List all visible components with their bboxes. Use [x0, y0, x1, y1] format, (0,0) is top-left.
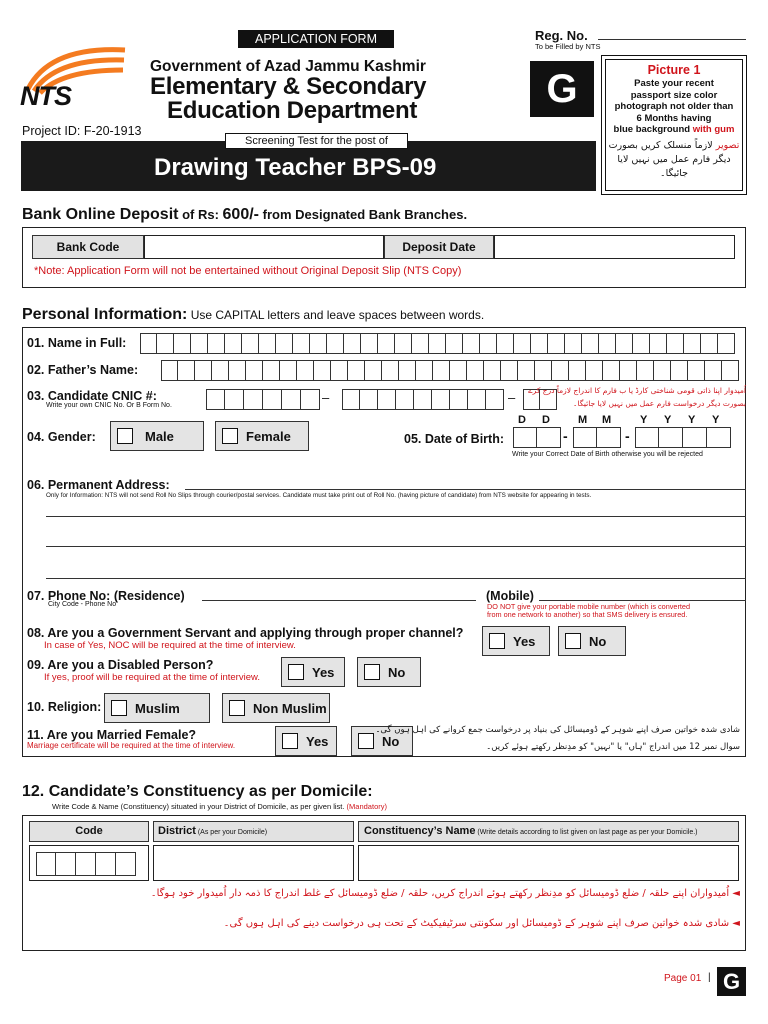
- picture-title: Picture 1: [647, 63, 701, 77]
- input-cell[interactable]: [650, 333, 667, 354]
- input-cell[interactable]: [157, 333, 174, 354]
- input-cell[interactable]: [414, 389, 432, 410]
- bank-note: *Note: Application Form will not be entertained without Original Deposit Slip (NTS Copy): [34, 265, 462, 277]
- input-cell[interactable]: [616, 333, 633, 354]
- reg-no-field[interactable]: [598, 39, 746, 40]
- mobile-label: (Mobile): [486, 589, 534, 603]
- mobile-note2: from one network to another) so that SMS delivery is ensured.: [487, 610, 688, 619]
- dob-sep2: -: [625, 428, 630, 444]
- name-label: 01. Name in Full:: [27, 336, 127, 350]
- input-cell[interactable]: [582, 333, 599, 354]
- input-cell[interactable]: [537, 427, 561, 448]
- input-cell[interactable]: [282, 389, 301, 410]
- input-cell[interactable]: [174, 333, 191, 354]
- dob-letter: Y: [712, 414, 720, 426]
- input-cell[interactable]: [671, 360, 688, 381]
- picture-line3: photograph not older than: [614, 101, 734, 112]
- input-cell[interactable]: [297, 360, 314, 381]
- dob-month[interactable]: [573, 427, 621, 448]
- input-cell[interactable]: [263, 360, 280, 381]
- input-cell[interactable]: [348, 360, 365, 381]
- input-cell[interactable]: [191, 333, 208, 354]
- personal-heading: Personal Information: Use CAPITAL letters and leave spaces between words.: [22, 306, 485, 323]
- input-cell[interactable]: [633, 333, 650, 354]
- input-cell[interactable]: [707, 427, 731, 448]
- input-cell[interactable]: [242, 333, 259, 354]
- input-cell[interactable]: [396, 389, 414, 410]
- phone-mobile-field[interactable]: [539, 600, 746, 601]
- phone-label: 07. Phone No: (Residence): [27, 589, 185, 603]
- gender-female-checkbox[interactable]: [222, 428, 238, 444]
- input-cell[interactable]: [301, 389, 320, 410]
- cnic-note: Write your own CNIC No. Or B Form No.: [46, 402, 172, 409]
- input-cell[interactable]: [597, 427, 621, 448]
- married-label: 11. Are you Married Female?: [27, 728, 197, 742]
- dob-letter: D: [542, 414, 550, 426]
- input-cell[interactable]: [361, 333, 378, 354]
- input-cell[interactable]: [683, 427, 707, 448]
- dob-letter: Y: [688, 414, 696, 426]
- input-cell[interactable]: [229, 360, 246, 381]
- input-cell[interactable]: [225, 389, 244, 410]
- picture-line5a: blue background: [613, 124, 693, 135]
- input-cell[interactable]: [331, 360, 348, 381]
- disabled-yes-checkbox[interactable]: [288, 664, 304, 680]
- input-cell[interactable]: [399, 360, 416, 381]
- father-name-field[interactable]: [161, 360, 739, 381]
- input-cell[interactable]: [586, 360, 603, 381]
- arrow-icon: ◄: [732, 918, 740, 929]
- input-cell[interactable]: [429, 333, 446, 354]
- cnic-urdu1: اُمیدوار اپنا ذاتی قومی شناختی کارڈ یا ب فارم کا اندراج لازماً درج کرے: [528, 386, 746, 395]
- govt-servant-label: 08. Are you a Government Servant and applying through proper channel?: [27, 626, 464, 640]
- input-cell[interactable]: [548, 333, 565, 354]
- input-cell[interactable]: [161, 360, 178, 381]
- religion-non-muslim-checkbox[interactable]: [229, 700, 245, 716]
- dept-line2: Education Department: [167, 97, 418, 124]
- input-cell[interactable]: [514, 333, 531, 354]
- input-cell[interactable]: [206, 389, 225, 410]
- mobile-note1: DO NOT give your portable mobile number (which is converted: [487, 602, 691, 611]
- name-field[interactable]: [140, 333, 735, 354]
- input-cell[interactable]: [276, 333, 293, 354]
- nts-logo-text: NTS: [20, 81, 71, 111]
- page-number: Page 01: [664, 973, 702, 984]
- picture-box[interactable]: [601, 55, 747, 195]
- input-cell[interactable]: [450, 389, 468, 410]
- input-cell[interactable]: [667, 333, 684, 354]
- input-cell[interactable]: [342, 389, 360, 410]
- input-cell[interactable]: [360, 389, 378, 410]
- input-cell[interactable]: [518, 360, 535, 381]
- cnic-label: 03. Candidate CNIC #:: [27, 389, 157, 403]
- code-header: Code: [29, 821, 149, 842]
- religion-label: 10. Religion:: [27, 700, 102, 714]
- input-cell[interactable]: [365, 360, 382, 381]
- address-note: Only for Information: NTS will not send Roll No Slips through courier/postal services. Candidate must take print out of Roll No. (having picture of candidate) from NTS website for appearing in tests.: [46, 492, 592, 499]
- married-urdu1: شادی شدہ خواتین صرف اپنے شوہر کے ڈومیسائل کی بنیاد پر درخواست جمع کروانے کی اہل ہوں گی۔: [375, 725, 740, 735]
- input-cell[interactable]: [654, 360, 671, 381]
- input-cell[interactable]: [501, 360, 518, 381]
- reg-no-note: To be Filled by NTS: [535, 42, 601, 51]
- input-cell[interactable]: [433, 360, 450, 381]
- disabled-no-label: No: [388, 664, 406, 680]
- input-cell[interactable]: [344, 333, 361, 354]
- input-cell[interactable]: [76, 852, 96, 876]
- input-cell[interactable]: [314, 360, 331, 381]
- married-no-label: No: [382, 733, 400, 749]
- footer-series-badge: G: [717, 967, 746, 996]
- input-cell[interactable]: [208, 333, 225, 354]
- govt-servant-no-checkbox[interactable]: [565, 633, 581, 649]
- constituency-heading: 12. Candidate’s Constituency as per Domicile:: [22, 783, 373, 800]
- input-cell[interactable]: [637, 360, 654, 381]
- input-cell[interactable]: [327, 333, 344, 354]
- religion-muslim-checkbox[interactable]: [111, 700, 127, 716]
- input-cell[interactable]: [684, 333, 701, 354]
- address-line2[interactable]: [46, 516, 746, 517]
- cnic-dash1: –: [322, 390, 330, 405]
- cnic-urdu2: بصورت دیگر درخواست فارم عمل میں نہیں لایا جائیگا۔: [573, 399, 746, 408]
- input-cell[interactable]: [195, 360, 212, 381]
- phone-note: City Code - Phone No: [48, 601, 117, 608]
- input-cell[interactable]: [96, 852, 116, 876]
- dob-letter: Y: [664, 414, 672, 426]
- address-line1[interactable]: [185, 489, 746, 490]
- govt-servant-no-label: No: [589, 633, 607, 649]
- input-cell[interactable]: [140, 333, 157, 354]
- dob-note: Write your Correct Date of Birth otherwise you will be rejected: [512, 451, 703, 458]
- dob-letter: Y: [640, 414, 648, 426]
- cnic-part1[interactable]: [206, 389, 320, 410]
- input-cell[interactable]: [178, 360, 195, 381]
- constituency-sub: Write Code & Name (Constituency) situated in your District of Domicile, as per given list. (Mandatory): [52, 802, 387, 811]
- input-cell[interactable]: [599, 333, 616, 354]
- input-cell[interactable]: [280, 360, 297, 381]
- married-no-checkbox[interactable]: [358, 733, 374, 749]
- gender-male-label: Male: [145, 428, 174, 444]
- input-cell[interactable]: [446, 333, 463, 354]
- picture-line1: Paste your recent: [634, 78, 714, 89]
- input-cell[interactable]: [467, 360, 484, 381]
- input-cell[interactable]: [36, 852, 56, 876]
- picture-line2: passport size color: [630, 89, 718, 101]
- input-cell[interactable]: [480, 333, 497, 354]
- reg-no-label: Reg. No.: [535, 28, 588, 43]
- disabled-no[interactable]: [357, 657, 421, 687]
- cnic-part2[interactable]: [342, 389, 504, 410]
- picture-line5b: with gum: [692, 124, 735, 135]
- dob-sep1: -: [563, 428, 568, 444]
- input-cell[interactable]: [382, 360, 399, 381]
- dob-letter: M: [602, 414, 612, 426]
- married-yes[interactable]: [275, 726, 337, 756]
- religion-non-muslim[interactable]: [222, 693, 330, 723]
- govt-servant-yes[interactable]: [482, 626, 550, 656]
- govt-servant-yes-label: Yes: [513, 633, 536, 649]
- picture-urdu1b: لازماً منسلک کریں بصورت: [608, 139, 716, 151]
- govt-servant-no[interactable]: [558, 626, 626, 656]
- religion-non-muslim-label: Non Muslim: [253, 700, 327, 716]
- dob-label: 05. Date of Birth:: [404, 432, 505, 446]
- input-cell[interactable]: [659, 427, 683, 448]
- disabled-label: 09. Are you a Disabled Person?: [27, 658, 214, 672]
- cnic-dash2: –: [508, 390, 516, 405]
- govt-servant-note: In case of Yes, NOC will be required at the time of interview.: [44, 640, 296, 651]
- series-badge: G: [530, 61, 594, 117]
- input-cell[interactable]: [705, 360, 722, 381]
- constituency-name-field[interactable]: [358, 845, 739, 881]
- input-cell[interactable]: [293, 333, 310, 354]
- input-cell[interactable]: [395, 333, 412, 354]
- deposit-date-label: Deposit Date: [384, 235, 494, 259]
- input-cell[interactable]: [484, 360, 501, 381]
- code-field[interactable]: [36, 852, 136, 873]
- govt-title: Government of Azad Jammu Kashmir: [150, 58, 426, 75]
- religion-muslim[interactable]: [104, 693, 210, 723]
- input-cell[interactable]: [552, 360, 569, 381]
- input-cell[interactable]: [263, 389, 282, 410]
- picture-line4: 6 Months having: [636, 112, 712, 124]
- input-cell[interactable]: [378, 389, 396, 410]
- input-cell[interactable]: [603, 360, 620, 381]
- disabled-yes-label: Yes: [312, 664, 335, 680]
- input-cell[interactable]: [688, 360, 705, 381]
- input-cell[interactable]: [116, 852, 136, 876]
- input-cell[interactable]: [225, 333, 242, 354]
- input-cell[interactable]: [565, 333, 582, 354]
- gender-male-checkbox[interactable]: [117, 428, 133, 444]
- constituency-urdu2: ◄ شادی شدہ خواتین صرف اپنے شوہر کے ڈومیسائل اور سکونتی سرٹیفیکیٹ کے تحت ہی درخواست دینے کی اہل ہوں گی۔: [223, 918, 740, 929]
- input-cell[interactable]: [701, 333, 718, 354]
- input-cell[interactable]: [56, 852, 76, 876]
- input-cell[interactable]: [416, 360, 433, 381]
- input-cell[interactable]: [535, 360, 552, 381]
- gender-male-option[interactable]: [110, 421, 204, 451]
- project-id: Project ID: F-20-1913: [22, 124, 142, 138]
- dept-line1: Elementary & Secondary: [150, 73, 427, 100]
- bank-heading: Bank Online Deposit of Rs: 600/- from Designated Bank Branches.: [22, 206, 468, 223]
- post-title: Drawing Teacher BPS-09: [21, 141, 596, 191]
- form-type-badge: APPLICATION FORM: [238, 30, 394, 48]
- constituency-urdu1: ◄ اُمیدواران اپنے حلقہ / ضلع ڈومیسائل کو مدِنظر رکھتے ہوئے اندراج کریں، حلقہ / ضلع ڈومیسائل کے غلط اندراج کا ذمہ دار اُمیدوار خود ہوگا۔: [150, 888, 740, 899]
- married-yes-checkbox[interactable]: [282, 733, 298, 749]
- arrow-icon: ◄: [732, 888, 740, 899]
- input-cell[interactable]: [244, 389, 263, 410]
- input-cell[interactable]: [310, 333, 327, 354]
- input-cell[interactable]: [635, 427, 659, 448]
- input-cell[interactable]: [450, 360, 467, 381]
- picture-urdu1a: تصویر: [715, 139, 740, 151]
- religion-muslim-label: Muslim: [135, 700, 180, 716]
- input-cell[interactable]: [463, 333, 480, 354]
- address-label: 06. Permanent Address:: [27, 478, 170, 492]
- gender-label: 04. Gender:: [27, 430, 96, 444]
- input-cell[interactable]: [246, 360, 263, 381]
- dob-year[interactable]: [635, 427, 731, 448]
- dob-letter: D: [518, 414, 526, 426]
- page-separator: |: [708, 972, 711, 983]
- bank-code-field[interactable]: [144, 235, 384, 259]
- input-cell[interactable]: [212, 360, 229, 381]
- constituency-name-header: Constituency’s Name (Write details according to list given on last page as per your Domicile.): [358, 821, 739, 842]
- married-yes-label: Yes: [306, 733, 329, 749]
- address-line3[interactable]: [46, 546, 746, 547]
- father-name-label: 02. Father’s Name:: [27, 363, 139, 377]
- input-cell[interactable]: [412, 333, 429, 354]
- input-cell[interactable]: [569, 360, 586, 381]
- deposit-date-field[interactable]: [494, 235, 735, 259]
- govt-servant-yes-checkbox[interactable]: [489, 633, 505, 649]
- input-cell[interactable]: [513, 427, 537, 448]
- bank-code-label: Bank Code: [32, 235, 144, 259]
- input-cell[interactable]: [432, 389, 450, 410]
- screening-label: Screening Test for the post of: [225, 133, 408, 149]
- dob-letter: M: [578, 414, 588, 426]
- disabled-yes[interactable]: [281, 657, 345, 687]
- district-header: District (As per your Domicile): [153, 821, 354, 842]
- input-cell[interactable]: [620, 360, 637, 381]
- input-cell[interactable]: [468, 389, 486, 410]
- married-note: Marriage certificate will be required at the time of interview.: [27, 741, 236, 750]
- input-cell[interactable]: [378, 333, 395, 354]
- input-cell[interactable]: [486, 389, 504, 410]
- district-field[interactable]: [153, 845, 354, 881]
- nts-logo: [20, 44, 132, 114]
- gender-female-option[interactable]: [215, 421, 309, 451]
- input-cell[interactable]: [573, 427, 597, 448]
- phone-residence-field[interactable]: [202, 600, 476, 601]
- input-cell[interactable]: [259, 333, 276, 354]
- input-cell[interactable]: [722, 360, 739, 381]
- input-cell[interactable]: [531, 333, 548, 354]
- dob-day[interactable]: [513, 427, 561, 448]
- address-line4[interactable]: [46, 578, 746, 579]
- input-cell[interactable]: [497, 333, 514, 354]
- picture-urdu2: دیگر فارم عمل میں نہیں لایا جائیگا۔: [617, 153, 731, 179]
- married-urdu2: سوال نمبر 12 میں اندراج "ہاں" یا "نہیں" کو مدِنظر رکھتے ہوئے کریں۔: [486, 742, 740, 752]
- disabled-note: If yes, proof will be required at the time of interview.: [44, 672, 260, 683]
- disabled-no-checkbox[interactable]: [364, 664, 380, 680]
- input-cell[interactable]: [718, 333, 735, 354]
- gender-female-label: Female: [246, 428, 291, 444]
